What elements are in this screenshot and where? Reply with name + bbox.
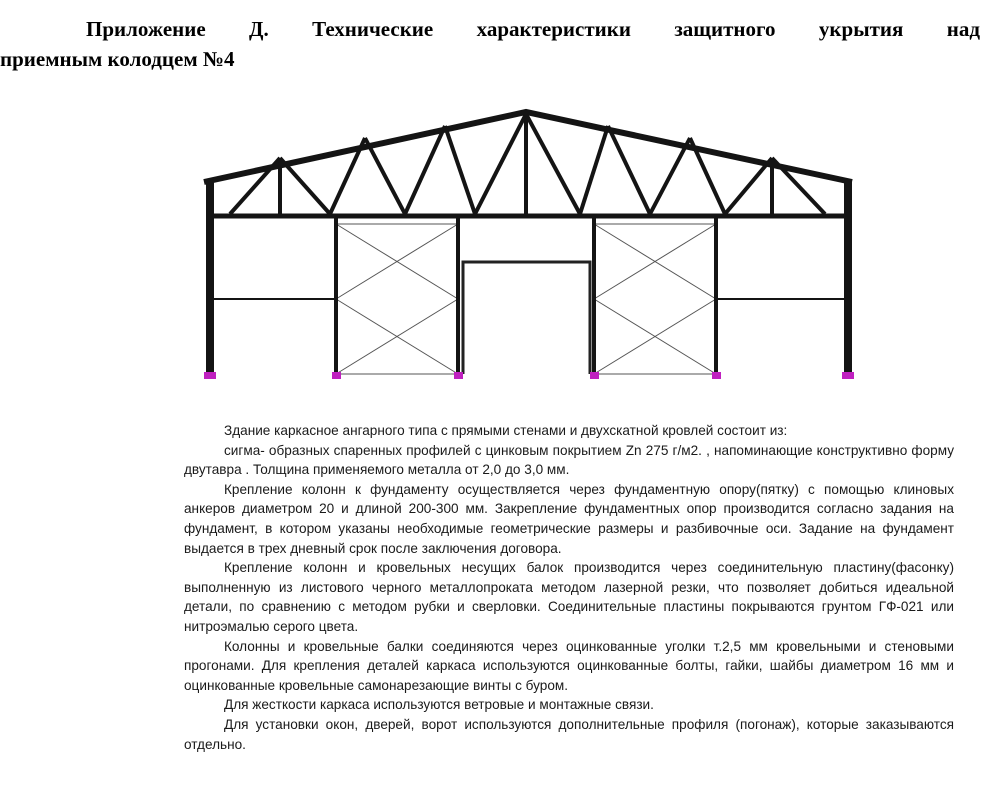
- truss-web: [230, 114, 825, 214]
- heading-line-2: приемным колодцем №4: [0, 47, 235, 71]
- paragraph-5: Колонны и кровельные балки соединяются через оцинкованные уголки т.2,5 мм кровельными и стеновыми прогонами. Для крепления деталей каркаса используются оцинкованные болты, гайки, шайбы диаметром 16 мм и оцинкованные кровельные самонарезающие винты с буром.: [184, 638, 954, 693]
- paragraph-6: Для жесткости каркаса используются ветровые и монтажные связи.: [224, 697, 654, 713]
- hangar-frame-drawing: [190, 104, 870, 390]
- door-frame: [463, 262, 590, 374]
- description-text: [184, 421, 954, 754]
- columns: [210, 180, 848, 376]
- anchor-plates: [204, 372, 854, 379]
- paragraph-2: сигма- образных спаренных профилей с цинковым покрытием Zn 275 г/м2. , напоминающие конструктивно форму двутавра . Толщина применяемого металла от 2,0 до 3,0 мм.: [184, 442, 954, 478]
- paragraph-4: Крепление колонн и кровельных несущих балок производится через соединительную пластину(фасонку) выполненную из листового черного металлопроката методом лазерной резки, что позволяет добиться идеальной детали, по сравнению с методом рубки и сверловки. Соединительные пластины покрываются грунтом ГФ-021 или нитроэмалью серого цвета.: [184, 560, 954, 634]
- wall-bracing: [336, 224, 716, 374]
- appendix-heading: [0, 14, 980, 74]
- paragraph-3: Крепление колонн к фундаменту осуществляется через фундаментную опору(пятку) с помощью клиновых анкеров диаметром 20 и длиной 200-300 мм. Закрепление фундаментных опор производится согласно задания на фундамент, в котором указаны необходимые геометрические размеры и разбивочные оси. Задание на фундамент выдается в трех дневный срок после заключения договора.: [184, 481, 954, 556]
- paragraph-1: Здание каркасное ангарного типа с прямыми стенами и двухскатной кровлей состоит из:: [224, 423, 788, 438]
- heading-line-1: Приложение Д. Технические характеристики защитного укрытия над: [86, 17, 980, 41]
- paragraph-7: Для установки окон, дверей, ворот используются дополнительные профиля (погонаж), которые заказываются отдельно.: [184, 716, 954, 752]
